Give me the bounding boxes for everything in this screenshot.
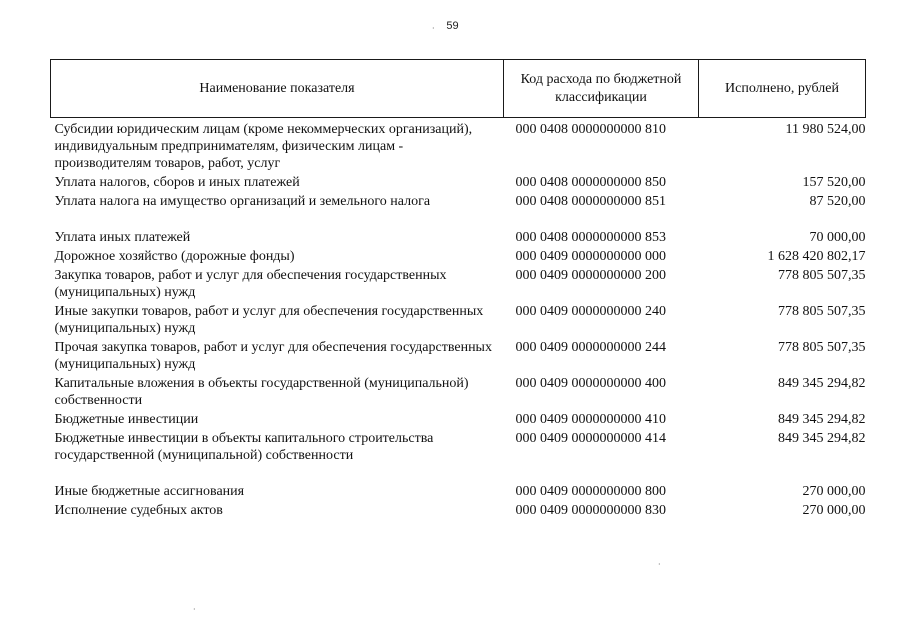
row-amount: 11 980 524,00 [785, 122, 866, 137]
row-code: 000 0409 0000000000 414 [515, 431, 666, 446]
row-amount: 87 520,00 [809, 194, 866, 209]
row-code: 000 0408 0000000000 810 [515, 122, 666, 137]
row-amount: 70 000,00 [809, 230, 866, 245]
row-name: Иные бюджетные ассигнования [54, 484, 245, 499]
table-row [51, 373, 866, 409]
table-row [51, 409, 866, 428]
row-code: 000 0409 0000000000 000 [515, 249, 666, 264]
header-row [51, 60, 866, 118]
budget-execution-table [50, 59, 866, 519]
page-number: 59 [446, 20, 459, 32]
table-header [51, 60, 866, 118]
row-amount: 778 805 507,35 [778, 304, 866, 319]
row-amount: 778 805 507,35 [778, 340, 866, 355]
row-name: Прочая закупка товаров, работ и услуг для обеспечения государственных (муниципальных) нужд [54, 340, 492, 372]
row-code: 000 0409 0000000000 200 [515, 268, 666, 283]
scan-speck: · [432, 24, 435, 33]
table-row [51, 265, 866, 301]
row-name: Бюджетные инвестиции [54, 412, 199, 427]
table-row [51, 246, 866, 265]
row-amount: 157 520,00 [802, 175, 866, 190]
header-name: Наименование показателя [51, 60, 504, 118]
scan-speck: · [193, 605, 196, 614]
header-code: Код расхода по бюджетной классификации [504, 60, 699, 118]
row-name: Иные закупки товаров, работ и услуг для обеспечения государственных (муниципальных) нужд [54, 304, 484, 336]
row-name: Субсидии юридическим лицам (кроме некоммерческих организаций), индивидуальным предпринимателям, физическим лицам - производителям товаров, работ, услуг [54, 122, 473, 171]
row-amount: 270 000,00 [802, 484, 866, 499]
table-row [51, 337, 866, 373]
row-code: 000 0408 0000000000 850 [515, 175, 666, 190]
table-row [51, 500, 866, 519]
row-code: 000 0409 0000000000 244 [515, 340, 666, 355]
row-name: Уплата налога на имущество организаций и земельного налога [54, 194, 431, 209]
table-row [51, 118, 866, 173]
row-name: Уплата налогов, сборов и иных платежей [54, 175, 300, 190]
table-row [51, 210, 866, 246]
table-row [51, 464, 866, 500]
table-body [51, 118, 866, 520]
row-name: Капитальные вложения в объекты государственной (муниципальной) собственности [54, 376, 469, 408]
row-name: Уплата иных платежей [54, 230, 191, 245]
row-code: 000 0408 0000000000 851 [515, 194, 666, 209]
table-row [51, 428, 866, 464]
row-amount: 849 345 294,82 [778, 412, 866, 427]
table-row [51, 301, 866, 337]
row-code: 000 0409 0000000000 830 [515, 503, 666, 518]
row-amount: 849 345 294,82 [778, 376, 866, 391]
table-row [51, 172, 866, 191]
row-name: Дорожное хозяйство (дорожные фонды) [54, 249, 295, 264]
row-amount: 778 805 507,35 [778, 268, 866, 283]
row-name: Бюджетные инвестиции в объекты капитального строительства государственной (муниципальной) собственности [54, 431, 434, 463]
row-amount: 1 628 420 802,17 [767, 249, 866, 264]
row-code: 000 0408 0000000000 853 [515, 230, 666, 245]
row-name: Закупка товаров, работ и услуг для обеспечения государственных (муниципальных) нужд [54, 268, 447, 300]
header-amount: Исполнено, рублей [699, 60, 866, 118]
row-code: 000 0409 0000000000 410 [515, 412, 666, 427]
table-row [51, 191, 866, 210]
row-code: 000 0409 0000000000 240 [515, 304, 666, 319]
row-code: 000 0409 0000000000 800 [515, 484, 666, 499]
row-code: 000 0409 0000000000 400 [515, 376, 666, 391]
row-amount: 849 345 294,82 [778, 431, 866, 446]
scan-speck: · [658, 560, 661, 569]
row-amount: 270 000,00 [802, 503, 866, 518]
row-name: Исполнение судебных актов [54, 503, 223, 518]
